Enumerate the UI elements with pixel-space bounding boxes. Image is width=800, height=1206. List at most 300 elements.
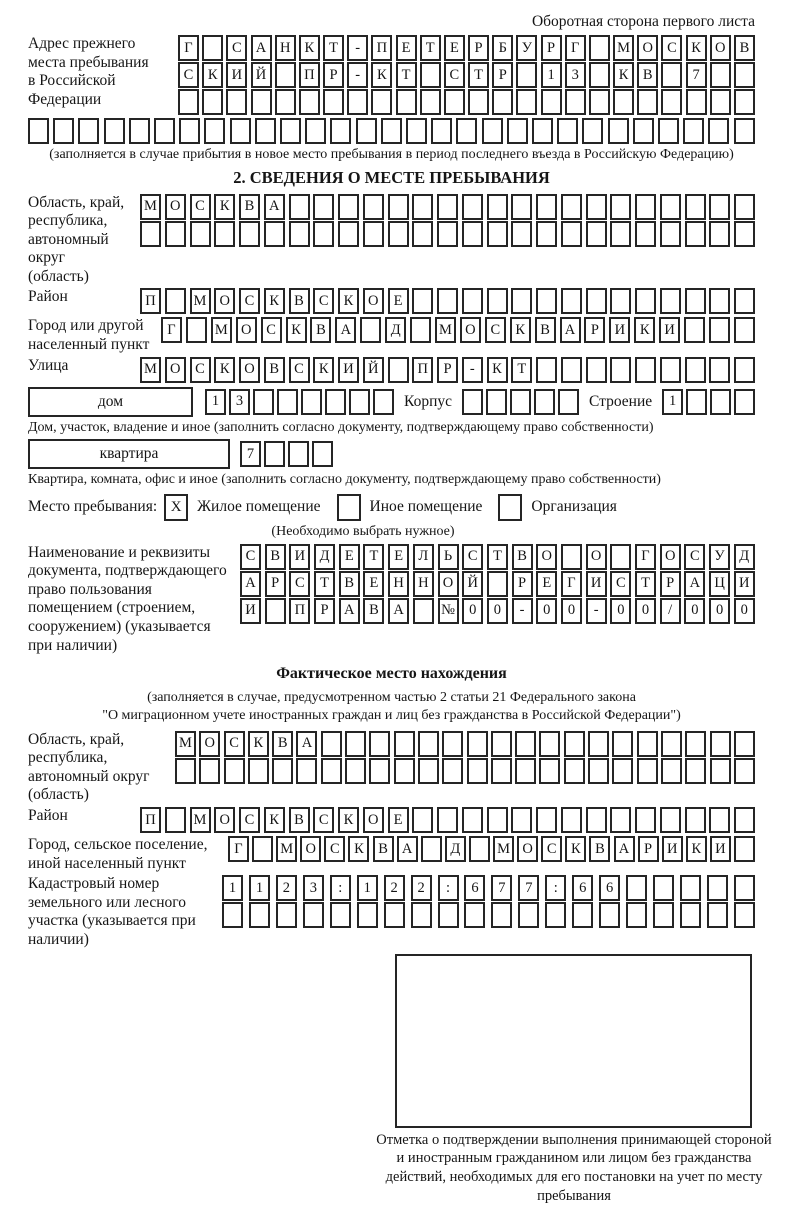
char-cell[interactable]: Т	[363, 544, 384, 570]
char-cell[interactable]	[635, 221, 656, 247]
char-cell[interactable]	[129, 118, 150, 144]
char-cell[interactable]	[165, 221, 186, 247]
char-cell[interactable]	[589, 89, 610, 115]
char-cell[interactable]	[561, 194, 582, 220]
char-cell[interactable]: О	[637, 35, 658, 61]
char-cell[interactable]	[204, 118, 225, 144]
char-cell[interactable]	[707, 875, 728, 901]
char-cell[interactable]: С	[444, 62, 465, 88]
char-cell[interactable]	[410, 317, 431, 343]
char-cell[interactable]	[388, 194, 409, 220]
char-cell[interactable]	[411, 902, 432, 928]
char-cell[interactable]	[249, 902, 270, 928]
char-cell[interactable]	[734, 288, 755, 314]
char-cell[interactable]	[685, 758, 706, 784]
char-cell[interactable]: Т	[420, 35, 441, 61]
char-cell[interactable]	[511, 807, 532, 833]
char-cell[interactable]	[734, 902, 755, 928]
char-cell[interactable]: 0	[536, 598, 557, 624]
char-cell[interactable]	[369, 731, 390, 757]
char-cell[interactable]: Ь	[438, 544, 459, 570]
char-cell[interactable]	[612, 758, 633, 784]
char-cell[interactable]	[561, 544, 582, 570]
char-cell[interactable]: Г	[228, 836, 249, 862]
char-cell[interactable]	[734, 194, 755, 220]
char-cell[interactable]: 0	[561, 598, 582, 624]
char-cell[interactable]	[680, 902, 701, 928]
char-cell[interactable]: Д	[385, 317, 406, 343]
char-cell[interactable]	[532, 118, 553, 144]
char-cell[interactable]: Т	[468, 62, 489, 88]
char-cell[interactable]: О	[165, 357, 186, 383]
char-cell[interactable]: С	[610, 571, 631, 597]
char-cell[interactable]: 1	[662, 389, 683, 415]
char-cell[interactable]	[564, 758, 585, 784]
char-cell[interactable]	[394, 731, 415, 757]
char-cell[interactable]	[558, 389, 579, 415]
char-cell[interactable]	[561, 288, 582, 314]
char-cell[interactable]: С	[324, 836, 345, 862]
char-cell[interactable]: М	[435, 317, 456, 343]
char-cell[interactable]: К	[565, 836, 586, 862]
char-cell[interactable]: С	[240, 544, 261, 570]
char-cell[interactable]	[709, 807, 730, 833]
char-cell[interactable]: М	[211, 317, 232, 343]
char-cell[interactable]: М	[276, 836, 297, 862]
char-cell[interactable]: Т	[635, 571, 656, 597]
char-cell[interactable]	[635, 194, 656, 220]
char-cell[interactable]	[28, 118, 49, 144]
char-cell[interactable]	[230, 118, 251, 144]
char-cell[interactable]	[599, 902, 620, 928]
char-cell[interactable]: Й	[251, 62, 272, 88]
char-cell[interactable]: И	[338, 357, 359, 383]
char-cell[interactable]: К	[264, 288, 285, 314]
char-cell[interactable]: А	[264, 194, 285, 220]
char-cell[interactable]	[707, 902, 728, 928]
char-cell[interactable]	[456, 118, 477, 144]
char-cell[interactable]	[734, 758, 755, 784]
char-cell[interactable]	[272, 758, 293, 784]
char-cell[interactable]	[588, 731, 609, 757]
char-cell[interactable]	[487, 288, 508, 314]
char-cell[interactable]	[539, 731, 560, 757]
char-cell[interactable]	[658, 118, 679, 144]
char-cell[interactable]: О	[517, 836, 538, 862]
char-cell[interactable]: С	[261, 317, 282, 343]
char-cell[interactable]: О	[586, 544, 607, 570]
char-cell[interactable]	[610, 288, 631, 314]
char-cell[interactable]	[467, 731, 488, 757]
char-cell[interactable]	[536, 807, 557, 833]
char-cell[interactable]: Р	[314, 598, 335, 624]
char-cell[interactable]: С	[541, 836, 562, 862]
char-cell[interactable]	[252, 836, 273, 862]
char-cell[interactable]	[202, 35, 223, 61]
char-cell[interactable]	[224, 758, 245, 784]
char-cell[interactable]	[613, 89, 634, 115]
char-cell[interactable]	[305, 118, 326, 144]
char-cell[interactable]: 6	[464, 875, 485, 901]
char-cell[interactable]: 2	[276, 875, 297, 901]
char-cell[interactable]: 1	[222, 875, 243, 901]
char-cell[interactable]	[140, 221, 161, 247]
char-cell[interactable]: Б	[492, 35, 513, 61]
char-cell[interactable]: 0	[462, 598, 483, 624]
char-cell[interactable]: О	[460, 317, 481, 343]
char-cell[interactable]	[338, 194, 359, 220]
char-cell[interactable]	[637, 731, 658, 757]
char-cell[interactable]: А	[339, 598, 360, 624]
char-cell[interactable]	[661, 62, 682, 88]
char-cell[interactable]: К	[348, 836, 369, 862]
char-cell[interactable]	[442, 758, 463, 784]
char-cell[interactable]: О	[165, 194, 186, 220]
char-cell[interactable]	[202, 89, 223, 115]
char-cell[interactable]: М	[140, 357, 161, 383]
char-cell[interactable]	[685, 194, 706, 220]
char-cell[interactable]: Р	[437, 357, 458, 383]
char-cell[interactable]	[265, 598, 286, 624]
char-cell[interactable]: С	[239, 807, 260, 833]
char-cell[interactable]: К	[510, 317, 531, 343]
char-cell[interactable]	[685, 357, 706, 383]
char-cell[interactable]: 1	[205, 389, 226, 415]
char-cell[interactable]: Р	[323, 62, 344, 88]
char-cell[interactable]: Т	[396, 62, 417, 88]
char-cell[interactable]: К	[214, 357, 235, 383]
char-cell[interactable]: О	[199, 731, 220, 757]
char-cell[interactable]: К	[634, 317, 655, 343]
char-cell[interactable]: С	[289, 357, 310, 383]
char-cell[interactable]: 0	[684, 598, 705, 624]
char-cell[interactable]	[412, 194, 433, 220]
char-cell[interactable]: В	[289, 807, 310, 833]
char-cell[interactable]	[363, 221, 384, 247]
char-cell[interactable]	[536, 357, 557, 383]
char-cell[interactable]	[363, 194, 384, 220]
char-cell[interactable]	[536, 194, 557, 220]
char-cell[interactable]: Т	[314, 571, 335, 597]
char-cell[interactable]	[734, 807, 755, 833]
char-cell[interactable]: Т	[487, 544, 508, 570]
char-cell[interactable]: К	[202, 62, 223, 88]
char-cell[interactable]	[313, 194, 334, 220]
char-cell[interactable]	[685, 288, 706, 314]
char-cell[interactable]	[251, 89, 272, 115]
char-cell[interactable]: В	[264, 357, 285, 383]
char-cell[interactable]: Р	[512, 571, 533, 597]
char-cell[interactable]	[516, 62, 537, 88]
char-cell[interactable]	[357, 902, 378, 928]
char-cell[interactable]	[199, 758, 220, 784]
char-cell[interactable]	[437, 194, 458, 220]
char-cell[interactable]	[589, 35, 610, 61]
char-cell[interactable]	[635, 357, 656, 383]
char-cell[interactable]	[710, 89, 731, 115]
char-cell[interactable]	[633, 118, 654, 144]
char-cell[interactable]	[303, 902, 324, 928]
char-cell[interactable]	[680, 875, 701, 901]
char-cell[interactable]	[437, 807, 458, 833]
char-cell[interactable]: О	[214, 288, 235, 314]
char-cell[interactable]	[418, 731, 439, 757]
char-cell[interactable]	[586, 221, 607, 247]
char-cell[interactable]	[467, 758, 488, 784]
char-cell[interactable]	[280, 118, 301, 144]
char-cell[interactable]	[637, 758, 658, 784]
char-cell[interactable]	[487, 194, 508, 220]
char-cell[interactable]	[264, 221, 285, 247]
char-cell[interactable]: В	[289, 288, 310, 314]
char-cell[interactable]	[710, 62, 731, 88]
char-cell[interactable]: С	[313, 807, 334, 833]
char-cell[interactable]: П	[140, 288, 161, 314]
char-cell[interactable]: Ц	[709, 571, 730, 597]
char-cell[interactable]	[660, 221, 681, 247]
char-cell[interactable]	[412, 807, 433, 833]
char-cell[interactable]	[330, 902, 351, 928]
char-cell[interactable]	[53, 118, 74, 144]
char-cell[interactable]	[734, 731, 755, 757]
char-cell[interactable]	[369, 758, 390, 784]
char-cell[interactable]: Е	[388, 288, 409, 314]
char-cell[interactable]: П	[412, 357, 433, 383]
char-cell[interactable]: Т	[511, 357, 532, 383]
char-cell[interactable]: 7	[491, 875, 512, 901]
char-cell[interactable]	[709, 221, 730, 247]
char-cell[interactable]: Т	[323, 35, 344, 61]
char-cell[interactable]	[709, 288, 730, 314]
char-cell[interactable]: С	[313, 288, 334, 314]
char-cell[interactable]: О	[239, 357, 260, 383]
char-cell[interactable]	[442, 731, 463, 757]
char-cell[interactable]	[356, 118, 377, 144]
char-cell[interactable]	[709, 317, 730, 343]
char-cell[interactable]	[412, 288, 433, 314]
char-cell[interactable]: 7	[518, 875, 539, 901]
char-cell[interactable]: М	[493, 836, 514, 862]
char-cell[interactable]: 1	[249, 875, 270, 901]
char-cell[interactable]: П	[289, 598, 310, 624]
char-cell[interactable]	[685, 221, 706, 247]
char-cell[interactable]: С	[190, 357, 211, 383]
char-cell[interactable]	[179, 118, 200, 144]
char-cell[interactable]	[275, 89, 296, 115]
char-cell[interactable]	[437, 288, 458, 314]
char-cell[interactable]: №	[438, 598, 459, 624]
char-cell[interactable]: :	[330, 875, 351, 901]
char-cell[interactable]	[253, 389, 274, 415]
char-cell[interactable]	[214, 221, 235, 247]
char-cell[interactable]: 1	[541, 62, 562, 88]
char-cell[interactable]: С	[485, 317, 506, 343]
char-cell[interactable]	[561, 221, 582, 247]
char-cell[interactable]: А	[560, 317, 581, 343]
char-cell[interactable]: А	[614, 836, 635, 862]
char-cell[interactable]	[684, 317, 705, 343]
char-cell[interactable]: 2	[384, 875, 405, 901]
char-cell[interactable]: Г	[178, 35, 199, 61]
char-cell[interactable]	[608, 118, 629, 144]
char-cell[interactable]: Д	[314, 544, 335, 570]
char-cell[interactable]: П	[140, 807, 161, 833]
char-cell[interactable]	[635, 288, 656, 314]
char-cell[interactable]: 0	[610, 598, 631, 624]
char-cell[interactable]	[734, 836, 755, 862]
char-cell[interactable]: Л	[413, 544, 434, 570]
char-cell[interactable]: У	[709, 544, 730, 570]
char-cell[interactable]	[406, 118, 427, 144]
char-cell[interactable]	[321, 758, 342, 784]
char-cell[interactable]: 6	[599, 875, 620, 901]
char-cell[interactable]	[486, 389, 507, 415]
char-cell[interactable]	[276, 902, 297, 928]
char-cell[interactable]	[686, 89, 707, 115]
char-cell[interactable]	[190, 221, 211, 247]
char-cell[interactable]: М	[613, 35, 634, 61]
char-cell[interactable]	[626, 875, 647, 901]
char-cell[interactable]	[462, 389, 483, 415]
char-cell[interactable]	[186, 317, 207, 343]
char-cell[interactable]	[388, 221, 409, 247]
char-cell[interactable]	[421, 836, 442, 862]
char-cell[interactable]: В	[272, 731, 293, 757]
char-cell[interactable]	[637, 89, 658, 115]
char-cell[interactable]	[360, 317, 381, 343]
char-cell[interactable]: Е	[444, 35, 465, 61]
char-cell[interactable]: В	[373, 836, 394, 862]
char-cell[interactable]: О	[710, 35, 731, 61]
char-cell[interactable]: Н	[275, 35, 296, 61]
char-cell[interactable]	[491, 731, 512, 757]
char-cell[interactable]	[588, 758, 609, 784]
char-cell[interactable]	[660, 357, 681, 383]
stay-option-box-other[interactable]	[337, 494, 361, 521]
char-cell[interactable]	[226, 89, 247, 115]
char-cell[interactable]: М	[190, 807, 211, 833]
char-cell[interactable]: Е	[396, 35, 417, 61]
char-cell[interactable]	[610, 807, 631, 833]
char-cell[interactable]	[660, 807, 681, 833]
char-cell[interactable]: О	[363, 807, 384, 833]
char-cell[interactable]	[653, 902, 674, 928]
char-cell[interactable]	[345, 731, 366, 757]
char-cell[interactable]	[431, 118, 452, 144]
char-cell[interactable]	[708, 118, 729, 144]
char-cell[interactable]: 7	[686, 62, 707, 88]
char-cell[interactable]: В	[265, 544, 286, 570]
char-cell[interactable]	[515, 731, 536, 757]
char-cell[interactable]	[388, 357, 409, 383]
char-cell[interactable]	[564, 731, 585, 757]
char-cell[interactable]	[289, 221, 310, 247]
char-cell[interactable]	[661, 89, 682, 115]
char-cell[interactable]: С	[684, 544, 705, 570]
char-cell[interactable]	[734, 357, 755, 383]
char-cell[interactable]	[582, 118, 603, 144]
char-cell[interactable]	[612, 731, 633, 757]
char-cell[interactable]	[330, 118, 351, 144]
char-cell[interactable]: 0	[487, 598, 508, 624]
char-cell[interactable]: К	[371, 62, 392, 88]
char-cell[interactable]: Р	[660, 571, 681, 597]
char-cell[interactable]	[255, 118, 276, 144]
char-cell[interactable]: С	[190, 194, 211, 220]
char-cell[interactable]	[468, 89, 489, 115]
char-cell[interactable]	[78, 118, 99, 144]
char-cell[interactable]: 7	[240, 441, 261, 467]
char-cell[interactable]	[734, 89, 755, 115]
char-cell[interactable]	[507, 118, 528, 144]
char-cell[interactable]: П	[299, 62, 320, 88]
char-cell[interactable]: О	[536, 544, 557, 570]
char-cell[interactable]	[104, 118, 125, 144]
char-cell[interactable]: И	[289, 544, 310, 570]
char-cell[interactable]: О	[363, 288, 384, 314]
char-cell[interactable]	[437, 221, 458, 247]
char-cell[interactable]: К	[248, 731, 269, 757]
char-cell[interactable]	[349, 389, 370, 415]
char-cell[interactable]	[686, 389, 707, 415]
char-cell[interactable]: Р	[638, 836, 659, 862]
char-cell[interactable]	[710, 758, 731, 784]
char-cell[interactable]: 3	[229, 389, 250, 415]
char-cell[interactable]: Р	[584, 317, 605, 343]
char-cell[interactable]: И	[240, 598, 261, 624]
char-cell[interactable]: С	[224, 731, 245, 757]
char-cell[interactable]	[444, 89, 465, 115]
char-cell[interactable]: Г	[561, 571, 582, 597]
char-cell[interactable]: 2	[411, 875, 432, 901]
char-cell[interactable]	[396, 89, 417, 115]
char-cell[interactable]	[487, 571, 508, 597]
char-cell[interactable]	[653, 875, 674, 901]
char-cell[interactable]: А	[397, 836, 418, 862]
char-cell[interactable]	[462, 807, 483, 833]
char-cell[interactable]	[710, 731, 731, 757]
char-cell[interactable]	[541, 89, 562, 115]
char-cell[interactable]	[464, 902, 485, 928]
char-cell[interactable]: О	[300, 836, 321, 862]
char-cell[interactable]: А	[335, 317, 356, 343]
char-cell[interactable]	[610, 357, 631, 383]
char-cell[interactable]	[572, 902, 593, 928]
char-cell[interactable]: Е	[388, 544, 409, 570]
char-cell[interactable]	[347, 89, 368, 115]
char-cell[interactable]: А	[684, 571, 705, 597]
char-cell[interactable]: -	[347, 35, 368, 61]
char-cell[interactable]	[511, 194, 532, 220]
char-cell[interactable]: В	[535, 317, 556, 343]
char-cell[interactable]: 6	[572, 875, 593, 901]
char-cell[interactable]	[734, 317, 755, 343]
char-cell[interactable]	[586, 807, 607, 833]
char-cell[interactable]	[565, 89, 586, 115]
char-cell[interactable]	[420, 62, 441, 88]
char-cell[interactable]	[561, 357, 582, 383]
char-cell[interactable]: О	[236, 317, 257, 343]
char-cell[interactable]	[420, 89, 441, 115]
char-cell[interactable]: С	[226, 35, 247, 61]
char-cell[interactable]	[277, 389, 298, 415]
char-cell[interactable]	[248, 758, 269, 784]
char-cell[interactable]: У	[516, 35, 537, 61]
char-cell[interactable]	[299, 89, 320, 115]
char-cell[interactable]	[683, 118, 704, 144]
char-cell[interactable]	[492, 89, 513, 115]
char-cell[interactable]	[462, 288, 483, 314]
